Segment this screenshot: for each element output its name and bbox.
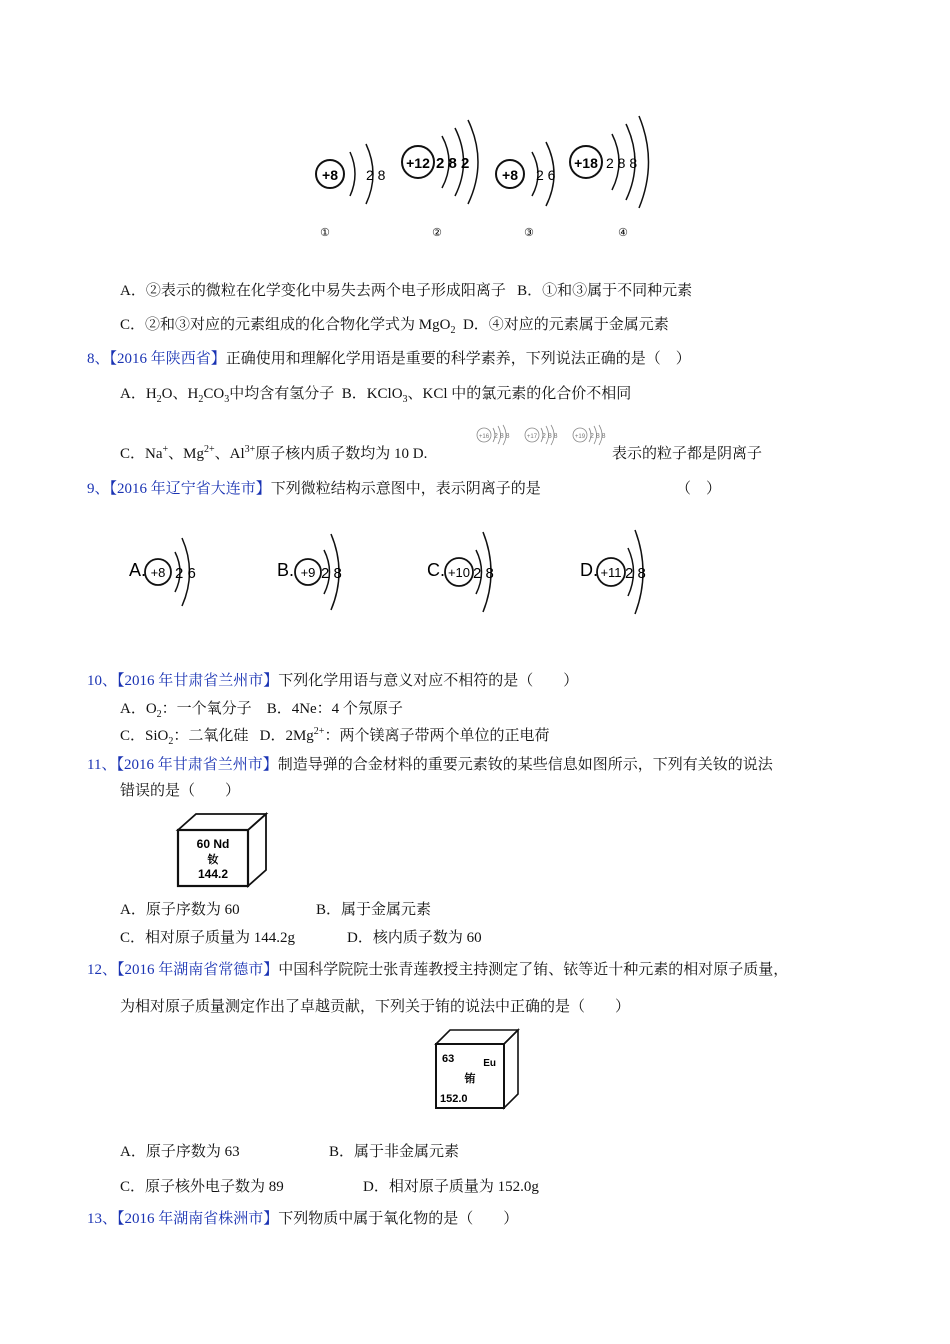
q11-option-a: A．原子序数为 60 [120, 902, 240, 918]
diagram-label: ③ [524, 227, 534, 239]
q8-option-b: B．KClO$_3$、KCl 中的氯元素的化合价不相同 [341, 386, 632, 405]
svg-text:+9: +9 [300, 565, 316, 580]
question-12-stem: 12、【2016 年湖南省常德市】中国科学院院士张青莲教授主持测定了铕、铱等近十种元素的相对原子质量， [87, 962, 789, 978]
svg-text:A.: A. [129, 560, 147, 580]
question-9-stem: 9、【2016 年辽宁省大连市】下列微粒结构示意图中，表示阴离子的是 [87, 481, 541, 497]
svg-text:D.: D. [580, 560, 598, 580]
question-source: 【2016 年甘肃省兰州市】 [116, 757, 278, 773]
q12-option-c: C．原子核外电子数为 89 [120, 1179, 284, 1195]
atom-diagram-1 [316, 144, 386, 239]
svg-text:60 Nd: 60 Nd [196, 837, 230, 851]
q9-diagram-a [129, 538, 196, 606]
q10-option-b: B．4Ne：4 个氖原子 [266, 701, 403, 717]
question-8-stem: 8、【2016 年陕西省】正确使用和理解化学用语是重要的科学素养，下列说法正确的是（ ） [87, 351, 691, 367]
svg-text:2 8 8: 2 8 8 [542, 433, 558, 440]
question-11-stem-line2: 错误的是（ ） [120, 783, 241, 799]
question-11-stem: 11、【2016 年甘肃省兰州市】制造导弹的合金材料的重要元素钕的某些信息如图所示，下列有关钕的说法 [87, 757, 773, 773]
svg-text:+11: +11 [600, 565, 622, 580]
question-source: 【2016 年甘肃省兰州市】 [117, 673, 279, 689]
svg-text:+16: +16 [478, 434, 490, 440]
question-source: 【2016 年湖南省株洲市】 [117, 1211, 279, 1227]
svg-text:铕: 铕 [464, 1073, 476, 1085]
atom-diagram-3 [496, 142, 556, 239]
question-source: 【2016 年辽宁省大连市】 [109, 481, 271, 497]
svg-text:144.2: 144.2 [197, 867, 229, 881]
question-10-stem: 10、【2016 年甘肃省兰州市】下列化学用语与意义对应不相符的是（ ） [87, 673, 579, 689]
svg-text:+17: +17 [526, 434, 538, 440]
element-box-europium [430, 1028, 522, 1112]
shell-electrons: 2 6 [536, 167, 556, 183]
question-number: 12、 [87, 962, 118, 978]
shell-electrons: 2 8 2 [436, 155, 470, 172]
q12-option-d: D．相对原子质量为 152.0g [363, 1179, 539, 1195]
question-source: 【2016 年陕西省】 [109, 351, 226, 367]
q7-option-d: D．④对应的元素属于金属元素 [462, 317, 669, 333]
svg-text:C.: C. [427, 560, 445, 580]
svg-text:+8: +8 [150, 565, 166, 580]
diagram-label: ④ [618, 227, 628, 239]
question-number: 10、 [87, 673, 118, 689]
question-12-stem-line2: 为相对原子质量测定作出了卓越贡献，下列关于铕的说法中正确的是（ ） [120, 999, 631, 1015]
element-box-neodymium [170, 812, 270, 890]
svg-text:2 6: 2 6 [175, 565, 196, 582]
nucleus-label: +8 [322, 167, 338, 183]
q9-atom-diagrams [125, 520, 655, 620]
q9-diagram-d [580, 530, 646, 614]
shell-electrons: 2 8 8 [606, 155, 638, 171]
question-number: 13、 [87, 1211, 118, 1227]
nucleus-label: +18 [574, 155, 598, 171]
question-13-stem: 13、【2016 年湖南省株洲市】下列物质中属于氧化物的是（ ） [87, 1211, 519, 1227]
q8-option-a: A．$H_2O$、$H_2CO_3$中均含有氢分子 B．KClO$_3$、KCl 中的氯元素的化合价不相同 [120, 386, 632, 405]
q7-option-b: B．①和③属于不同种元素 [517, 283, 693, 299]
q8-option-c: C．Na+、$Mg^{2+}$、$Al^{3+}$原子核内质子数均为 10 D. [120, 444, 428, 462]
diagram-label: ② [432, 227, 442, 239]
question-source: 【2016 年湖南省常德市】 [117, 962, 279, 978]
q12-option-b: B．属于非金属元素 [329, 1144, 460, 1160]
svg-text:2 8 8: 2 8 8 [590, 433, 606, 440]
q10-option-a: A．$O_2$：一个氧分子 B．4Ne：4 个氖原子 [120, 701, 403, 720]
svg-text:B.: B. [277, 560, 295, 580]
atom-diagram-2 [402, 120, 478, 239]
nucleus-label: +12 [406, 155, 430, 171]
q10-option-d: D．$2Mg^{2+}$：两个镁离子带两个单位的正电荷 [259, 726, 550, 744]
q12-option-a: A．原子序数为 63 [120, 1144, 240, 1160]
question-number: 11、 [87, 757, 117, 773]
atom-structure-diagram-q7 [300, 112, 660, 242]
svg-text:2 8: 2 8 [625, 565, 646, 582]
svg-text:152.0: 152.0 [440, 1093, 468, 1105]
q11-option-b: B．属于金属元素 [316, 902, 432, 918]
shell-electrons: 2 8 [366, 167, 386, 183]
q11-option-d: D．核内质子数为 60 [347, 930, 482, 946]
q7-option-c: C．②和③对应的元素组成的化合物化学式为 MgO$_2$ D．④对应的元素属于金属元素 [120, 317, 669, 336]
svg-text:2 8: 2 8 [321, 565, 342, 582]
question-number: 9、 [87, 481, 110, 497]
diagram-label: ① [320, 227, 330, 239]
q7-option-a: A．②表示的微粒在化学变化中易失去两个电子形成阳离子 B．①和③属于不同种元素 [120, 283, 693, 299]
svg-text:+19: +19 [574, 434, 586, 440]
svg-text:钕: 钕 [207, 854, 219, 866]
svg-text:63: 63 [442, 1053, 455, 1065]
q8-option-d-label: D. [412, 446, 428, 462]
nucleus-label: +8 [502, 167, 518, 183]
svg-text:+10: +10 [447, 565, 471, 580]
svg-text:Eu: Eu [483, 1058, 496, 1069]
answer-paren: （ ） [676, 481, 722, 497]
q8-option-d-text: 表示的粒子都是阴离子 [612, 446, 763, 462]
svg-text:2 8: 2 8 [473, 565, 494, 582]
svg-text:2 8 8: 2 8 8 [494, 433, 510, 440]
q10-option-c: C．SiO$_2$：二氧化硅 D．$2Mg^{2+}$：两个镁离子带两个单位的正电荷 [120, 726, 550, 747]
atom-diagram-4 [570, 116, 649, 239]
q9-diagram-c [427, 532, 494, 612]
q11-option-c: C．相对原子质量为 144.2g [120, 930, 296, 946]
q9-diagram-b [277, 534, 342, 610]
question-number: 8、 [87, 351, 110, 367]
q8-option-d-mini-diagram [474, 424, 614, 446]
